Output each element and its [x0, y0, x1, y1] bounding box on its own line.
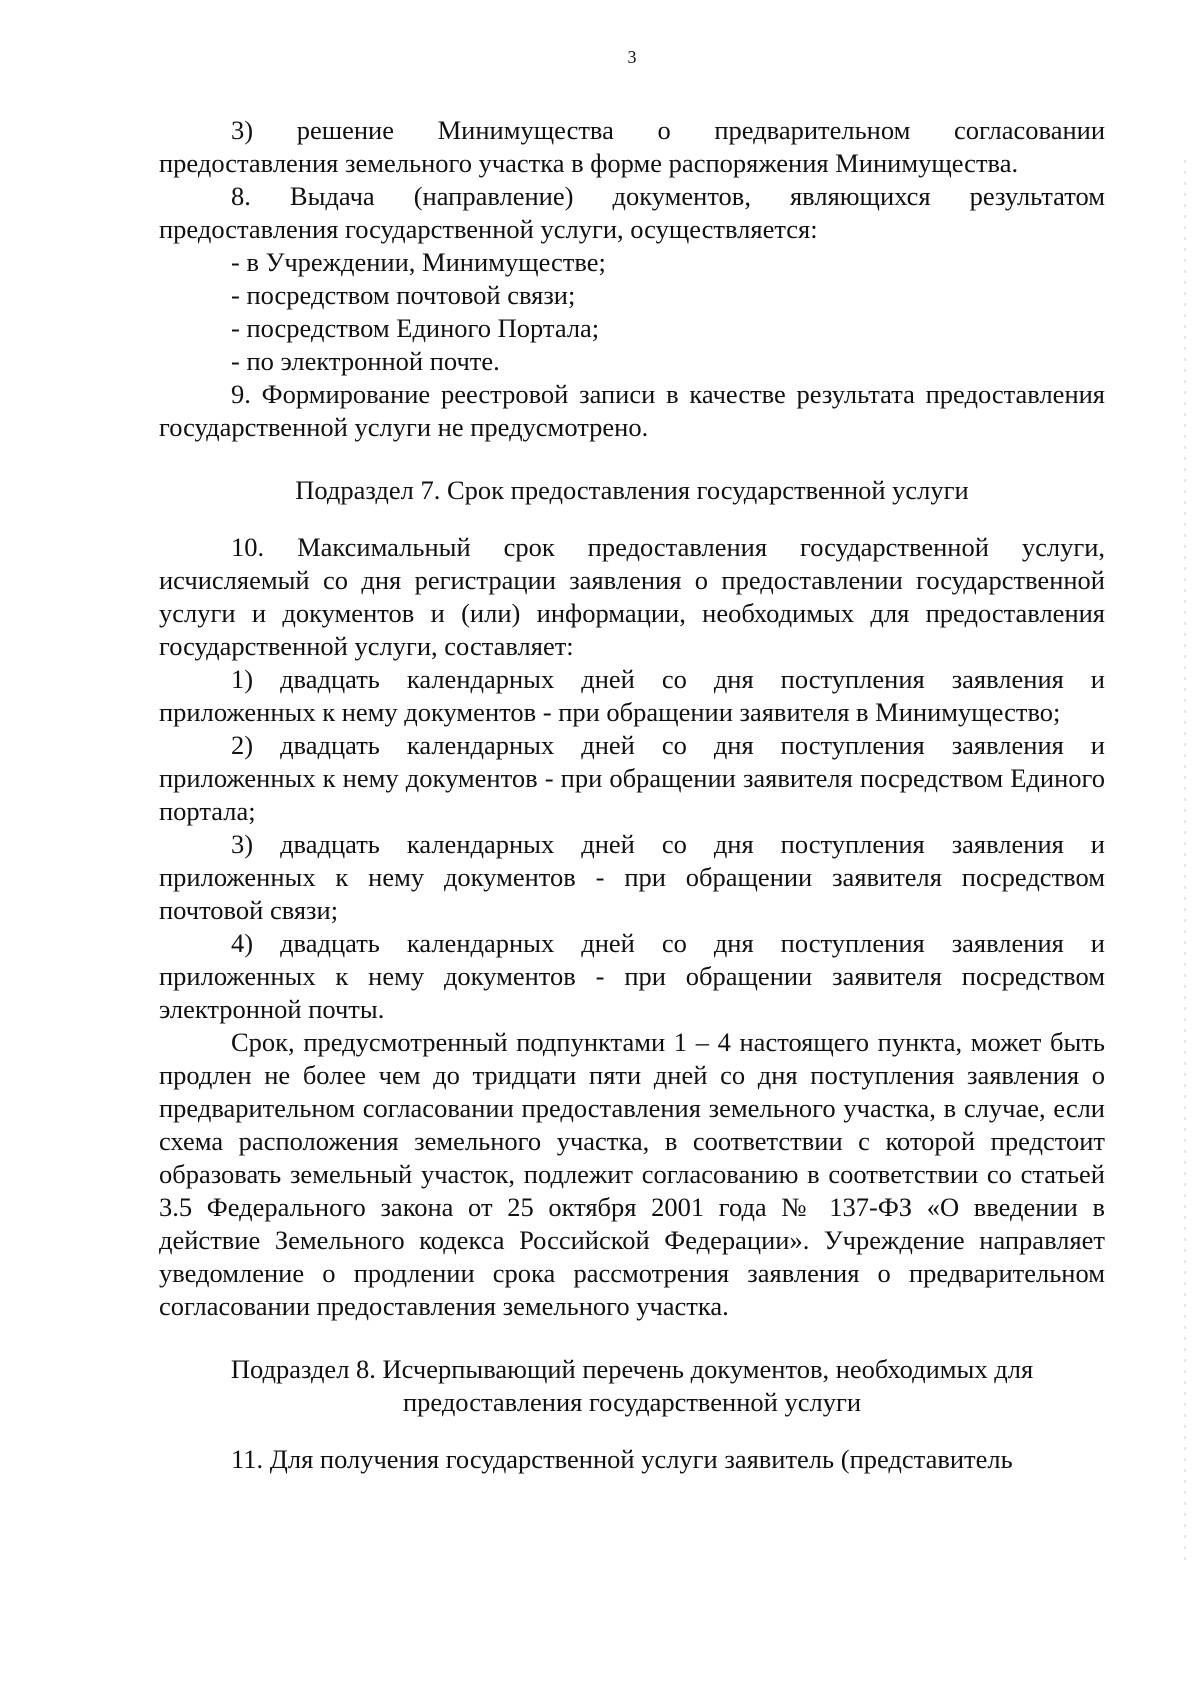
spacer: [159, 1323, 1105, 1353]
subitem-3: 3) двадцать календарных дней со дня поступления заявления и приложенных к нему документов - при обращении заявителя посредством почтовой связи;: [159, 829, 1105, 925]
paragraph-term-extension: Срок, предусмотренный подпунктами 1 – 4 настоящего пункта, может быть продлен не более чем до тридцати пяти дней со дня поступления заявления о предварительном согласовании предоставления земельного участка, в случае, если схема расположения земельного участка, в соответствии с которой предстоит образовать земельный участок, подлежит согласованию в соответствии со статьей 3.5 Федерального закона от 25 октября 2001 года № 137-ФЗ «О введении в действие Земельного кодекса Российской Федерации». Учреждение направляет уведомление о продлении срока рассмотрения заявления о предварительном согласовании предоставления земельного участка.: [159, 1027, 1105, 1321]
spacer: [159, 507, 1105, 531]
list-item: - по электронной почте.: [231, 346, 500, 376]
list-item: - посредством Единого Портала;: [231, 313, 600, 343]
paragraph-3-decision: 3) решение Минимущества о предварительном согласовании предоставления земельного участка в форме распоряжения Минимущества.: [159, 115, 1105, 178]
spacer: [159, 1419, 1105, 1443]
subitem-4: 4) двадцать календарных дней со дня поступления заявления и приложенных к нему документов - при обращении заявителя посредством электронной почты.: [159, 928, 1105, 1024]
list-item: - посредством почтовой связи;: [231, 280, 576, 310]
paragraph-11-documents: 11. Для получения государственной услуги заявитель (представитель: [231, 1444, 1013, 1474]
subitem-2: 2) двадцать календарных дней со дня поступления заявления и приложенных к нему документов - при обращении заявителя посредством Единого портала;: [159, 730, 1105, 826]
spacer: [159, 444, 1105, 474]
page-number: 3: [627, 47, 637, 67]
paragraph-9-registry: 9. Формирование реестровой записи в качестве результата предоставления государственной услуги не предусмотрено.: [159, 379, 1105, 442]
subitem-1: 1) двадцать календарных дней со дня поступления заявления и приложенных к нему документов - при обращении заявителя в Минимущество;: [159, 664, 1105, 727]
subsection-7-heading: Подраздел 7. Срок предоставления государственной услуги: [295, 475, 969, 505]
list-item: - в Учреждении, Минимуществе;: [231, 247, 606, 277]
paragraph-10-term: 10. Максимальный срок предоставления государственной услуги, исчисляемый со дня регистрации заявления о предоставлении государственной услуги и документов и (или) информации, необходимых для предоставления государственной услуги, составляет:: [159, 532, 1105, 661]
subsection-8-heading: Подраздел 8. Исчерпывающий перечень документов, необходимых для предоставления государственной услуги: [230, 1354, 1034, 1417]
document-body: [159, 114, 1105, 1476]
scan-edge-artifact: [1184, 160, 1186, 1560]
paragraph-8-issuance: 8. Выдача (направление) документов, являющихся результатом предоставления государственной услуги, осуществляется:: [159, 181, 1105, 244]
